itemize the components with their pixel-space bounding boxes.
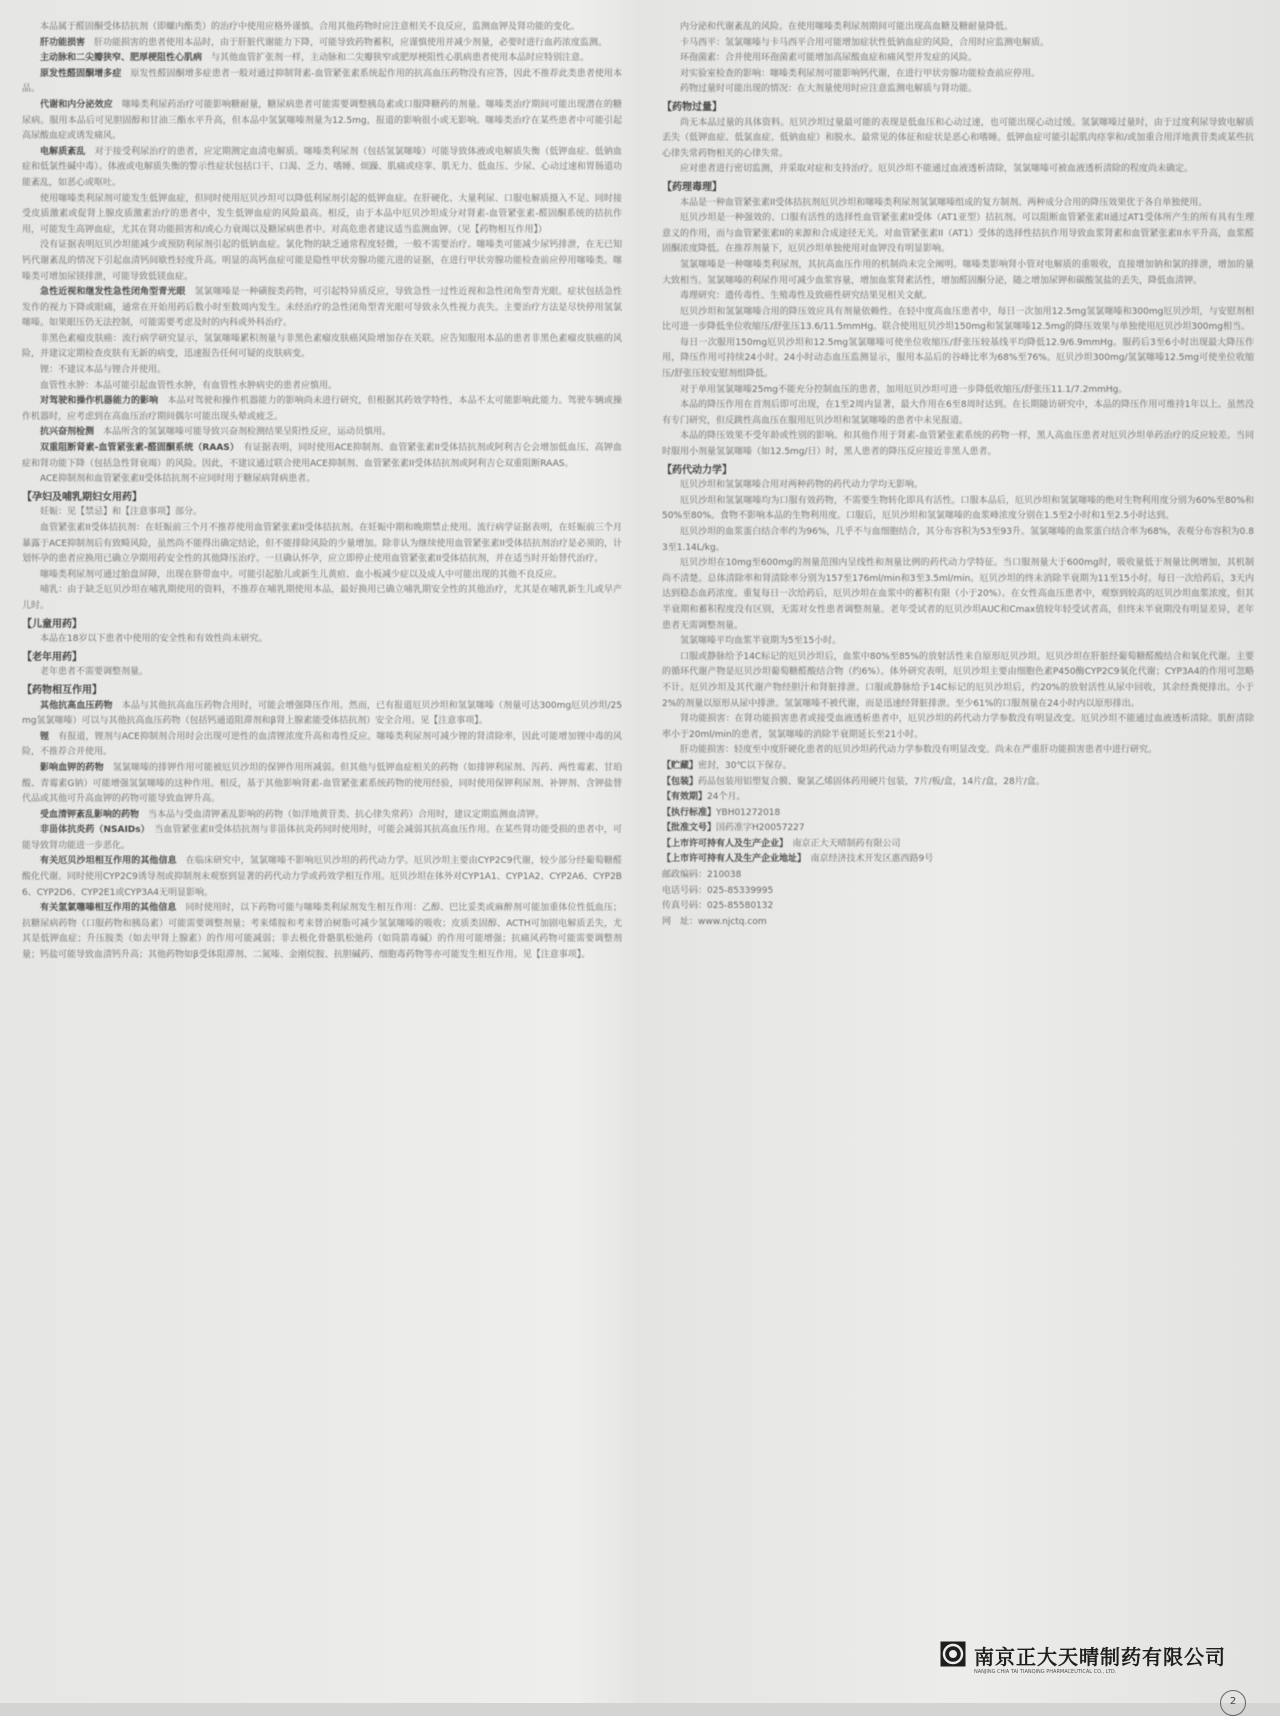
paragraph: 有证据表明，同时使用ACE抑制剂、血管紧张素II受体拮抗剂或阿利吉仑会增加低血压、高钾血症和肾功能下降（包括急性肾衰竭）的风险。因此，不建议通过联合使用ACE抑制剂、血管紧张素II受体拮抗剂或阿利吉仑双重阻断RAAS。 <box>22 443 622 469</box>
paragraph: 哺乳：由于缺乏厄贝沙坦在哺乳期使用的资料，不推荐在哺乳期使用本品，最好换用已确立哺乳期安全性的其他治疗，尤其是在哺乳新生儿或早产儿时。 <box>22 585 622 611</box>
paragraph: 应对患者进行密切监测，并采取对症和支持治疗。厄贝沙坦不能通过血液透析清除，氢氯噻嗪可被血液透析清除的程度尚未确定。 <box>680 164 1194 175</box>
section-heading: 【孕妇及哺乳期妇女用药】 <box>22 491 142 503</box>
paragraph: 肾功能损害：在肾功能损害患者或接受血液透析患者中，厄贝沙坦的药代动力学参数没有明显改变。厄贝沙坦不能通过血液透析清除。肌酐清除率小于20ml/min的患者，氢氯噻嗪的消除半衰期延长至21小时。 <box>662 714 1254 740</box>
paragraph: 妊娠：见【禁忌】和【注意事项】部分。 <box>40 507 203 518</box>
paragraph: 老年患者不需要调整剂量。 <box>40 667 149 678</box>
paragraph: ACE抑制剂和血管紧张素II受体拮抗剂不应同时用于糖尿病肾病患者。 <box>40 474 316 485</box>
paragraph: 使用噻嗪类利尿剂可能发生低钾血症，但同时使用厄贝沙坦可以降低利尿剂引起的低钾血症。在肝硬化、大量利尿、口服电解质摄入不足、同时接受皮质激素或促肾上腺皮质激素治疗的患者中，发生低钾血症的风险最高。相反，由于本品中厄贝沙坦成分对肾素-血管紧张素-醛固酮系统的拮抗作用，可能发生高钾血症，尤其在肾功能损害和/或心力衰竭以及糖尿病患者中。对高危患者建议适当监测血钾。（见【药物相互作用】） <box>22 193 622 235</box>
address-label: 【上市许可持有人及生产企业地址】 <box>662 854 802 865</box>
paragraph: 卡马西平：氢氯噻嗪与卡马西平合用可能增加症状性低钠血症的风险，合用时应监测电解质。 <box>680 37 1050 48</box>
paragraph: 毒理研究：遗传毒性、生殖毒性及致癌性研究结果见相关文献。 <box>680 291 933 302</box>
paragraph: 当本品与受血清钾紊乱影响的药物（如洋地黄苷类、抗心律失常药）合用时，建议定期监测血清钾。 <box>148 809 545 820</box>
zip-line: 邮政编码：210038 <box>662 870 742 881</box>
section-heading: 【药物相互作用】 <box>22 684 102 696</box>
tel-line: 电话号码：025-85339995 <box>662 885 774 896</box>
paragraph: 本品是一种血管紧张素II受体拮抗剂厄贝沙坦和噻嗪类利尿剂氢氯噻嗪组成的复方制剂。两种成分合用的降压效果优于各自单独使用。 <box>680 197 1208 208</box>
paragraph: 厄贝沙坦和氢氯噻嗪合用的降压效应具有剂量依赖性。在轻中度高血压患者中，每日一次加用12.5mg氢氯噻嗪和300mg厄贝沙坦，与安慰剂相比可进一步降低坐位收缩压/舒张压13.6/11.5mmHg。联合使用厄贝沙坦150mg和氢氯噻嗪12.5mg的降压效果与单独使用厄贝沙坦300mg相当。 <box>662 306 1254 333</box>
standard-value: YBH01272018 <box>716 807 781 818</box>
website-line: 网 址：www.njctq.com <box>662 916 767 927</box>
manufacturer-footer <box>940 1637 1260 1697</box>
paragraph: 每日一次服用150mg厄贝沙坦和12.5mg氢氯噻嗪可使坐位收缩压/舒张压较基线平均降低12.9/6.9mmHg。服药后3至6小时出现最大降压作用，降压作用可持续24小时。24小时动态血压监测显示，服用本品后的谷峰比率为68%至76%。厄贝沙坦300mg/氢氯噻嗪12.5mg可使坐位收缩压/舒张压较安慰剂组降低。 <box>662 337 1254 380</box>
subheading: 对驾驶和操作机器能力的影响 <box>40 396 159 407</box>
paragraph: 氢氯噻嗪的排钾作用可能被厄贝沙坦的保钾作用所减弱。但其他与低钾血症相关的药物（如排钾利尿剂、泻药、两性霉素、甘珀酸、青霉素G钠）可能增强氢氯噻嗪的这种作用。相反，基于其他影响肾素-血管紧张素系统药物的使用经验，同时使用保钾利尿剂、补钾剂、含钾盐替代品或其他可升高血钾的药物可能导致血钾升高。 <box>22 762 622 805</box>
paragraph: 本品的降压作用在首剂后即可出现，在1至2周内显著，最大作用在6至8周时达到。在长期随访研究中，本品的降压作用可维持1年以上。虽然没有专门研究，但反跳性高血压在服用厄贝沙坦和氢氯噻嗪的患者中未见报道。 <box>662 400 1254 426</box>
paragraph: 氢氯噻嗪是一种噻嗪类利尿剂，其抗高血压作用的机制尚未完全阐明。噻嗪类影响肾小管对电解质的重吸收，直接增加钠和氯的排泄，增加的量大致相当。氢氯噻嗪的利尿作用可减少血浆容量，增加血浆肾素活性，增加醛固酮分泌，随之增加尿钾和碳酸氢盐的丢失，降低血清钾。 <box>662 259 1254 286</box>
paragraph: 对于接受利尿治疗的患者，应定期测定血清电解质。噻嗪类利尿剂（包括氢氯噻嗪）可能导致体液或电解质失衡（低钾血症、低钠血症和低氯性碱中毒）。体液或电解质失衡的警示性症状包括口干、口渴、乏力、嗜睡、烦躁、肌痛或痉挛、肌无力、低血压、少尿、心动过速和胃肠道功能紊乱，如恶心或呕吐。 <box>22 146 622 188</box>
paragraph: 同时使用时，以下药物可能与噻嗪类利尿剂发生相互作用：乙醇、巴比妥类或麻醉剂可能加重体位性低血压；抗糖尿病药物（口服药物和胰岛素）可能需要调整剂量；考来烯胺和考来替泊树脂可减少氢氯噻嗪的吸收；皮质类固醇、ACTH可加剧电解质丢失，尤其是低钾血症；升压胺类（如去甲肾上腺素）的作用可能减弱；非去极化骨骼肌松弛药（如筒箭毒碱）的作用可能增强；抗痛风药物可能需要调整剂量；钙盐可能导致血清钙升高；其他药物如β受体阻滞剂、二氮嗪、金刚烷胺、抗胆碱药、细胞毒药物等亦可能发生相互作用。见【注意事项】。 <box>22 903 622 961</box>
paragraph: 氢氯噻嗪是一种磺胺类药物，可引起特异质反应，导致急性一过性近视和急性闭角型青光眼。症状包括急性发作的视力下降或眼痛，通常在开始用药后数小时至数周内发生。未经治疗的急性闭角型青光眼可导致永久性视力丧失。主要治疗方法是尽快停用氢氯噻嗪。如果眼压仍无法控制，可能需要考虑及时的内科或外科治疗。 <box>22 287 622 329</box>
validity-label: 【有效期】 <box>662 792 708 803</box>
mah-value: 南京正大天晴制药有限公司 <box>792 838 901 849</box>
paragraph: 在临床研究中，氢氯噻嗪不影响厄贝沙坦的药代动力学。厄贝沙坦主要由CYP2C9代谢，较少部分经葡萄糖醛酸化代谢。同时使用CYP2C9诱导剂或抑制剂未观察到显著的药代动力学或药效学相互作用。厄贝沙坦在体外对CYP1A1、CYP1A2、CYP2A6、CYP2B6、CYP2D6、CYP2E1或CYP3A4无明显影响。 <box>22 856 622 898</box>
subheading: 有关氢氯噻嗪相互作用的其他信息 <box>40 903 177 914</box>
section-heading: 【儿童用药】 <box>22 618 82 630</box>
company-name: 南京正大天晴制药有限公司 <box>974 1645 1226 1669</box>
subheading: 影响血钾的药物 <box>40 762 104 773</box>
paragraph: 本品属于醛固酮受体拮抗剂（即螺内酯类）的治疗中使用应格外谨慎。合用其他药物时应注意相关不良反应，监测血钾及肾功能的变化。 <box>40 22 581 32</box>
paragraph: 血管紧张素II受体拮抗剂：在妊娠前三个月不推荐使用血管紧张素II受体拮抗剂。在妊娠中期和晚期禁止使用。流行病学证据表明，在妊娠前三个月暴露于ACE抑制剂后有致畸风险，虽然尚不能得出确定结论，但不能排除风险的少量增加。除非认为继续使用血管紧张素II受体拮抗剂治疗是必须的，计划怀孕的患者应换用已确立孕期用药安全性的其他降压治疗。一旦确认怀孕，应立即停止使用血管紧张素II受体拮抗剂，并在适当时开始替代治疗。 <box>22 523 622 565</box>
paragraph: 非黑色素瘤皮肤癌：流行病学研究显示，氢氯噻嗪累积剂量与非黑色素瘤皮肤癌风险增加存在关联。应告知服用本品的患者非黑色素瘤皮肤癌的风险，并建议定期检查皮肤有无新的病变，迅速报告任何可疑的皮肤病变。 <box>22 333 622 360</box>
mah-label: 【上市许可持有人及生产企业】 <box>662 838 784 849</box>
paragraph: 血管性水肿：本品可能引起血管性水肿，有血管性水肿病史的患者应慎用。 <box>40 380 338 391</box>
section-heading: 【药理毒理】 <box>662 181 722 193</box>
paragraph: 厄贝沙坦是一种强效的、口服有活性的选择性血管紧张素II受体（AT1亚型）拮抗剂。可以阻断血管紧张素II通过AT1受体所产生的所有具有生理意义的作用，而与血管紧张素II的来源和合成途径无关。对血管紧张素II（AT1）受体的选择性拮抗作用导致血浆肾素和血管紧张素II水平升高，血浆醛固酮浓度降低。在推荐剂量下，厄贝沙坦单独使用对血钾没有明显影响。 <box>662 213 1254 255</box>
paragraph: 肝功能损害的患者使用本品时，由于肝脏代谢能力下降，可能导致药物蓄积，应谨慎使用并减少剂量，必要时进行血药浓度监测。 <box>94 37 608 48</box>
paragraph: 本品的降压效果不受年龄或性别的影响。和其他作用于肾素-血管紧张素系统的药物一样，黑人高血压患者对厄贝沙坦单药治疗的反应较差。当同时服用小剂量氢氯噻嗪（如12.5mg/日）时，黑人患者的降压反应接近非黑人患者。 <box>662 431 1254 458</box>
section-heading: 【药代动力学】 <box>662 464 732 476</box>
subheading: 急性近视和继发性急性闭角型青光眼 <box>40 287 186 298</box>
subheading: 代谢和内分泌效应 <box>40 99 113 110</box>
right-column <box>662 20 1254 1610</box>
paragraph: 本品所含的氢氯噻嗪可能导致兴奋剂检测结果呈阳性反应，运动员慎用。 <box>103 427 392 438</box>
package-label: 【包装】 <box>662 776 699 787</box>
approval-label: 【批准文号】 <box>662 823 717 834</box>
subheading: 受血清钾紊乱影响的药物 <box>40 809 140 820</box>
subheading: 原发性醛固酮增多症 <box>40 68 122 79</box>
paragraph: 噻嗪类利尿药治疗可能影响糖耐量，糖尿病患者可能需要调整胰岛素或口服降糖药的剂量。噻嗪类治疗期间可能出现潜在的糖尿病。服用本品后可见胆固醇和甘油三酯水平升高，但本品中氢氯噻嗪剂量为12.5mg，报道的影响很小或无影响。噻嗪类治疗在某些患者中可能引起高尿酸血症或诱发痛风。 <box>22 99 622 142</box>
paragraph: 内分泌和代谢紊乱的风险。在使用噻嗪类利尿剂期间可能出现高血糖及糖耐量降低。 <box>680 22 1014 32</box>
paragraph: 厄贝沙坦和氢氯噻嗪均为口服有效药物，不需要生物转化即具有活性。口服本品后，厄贝沙坦和氢氯噻嗪的绝对生物利用度分别为60%至80%和50%至80%。食物不影响本品的生物利用度。口服后，厄贝沙坦和氢氯噻嗪的血浆峰浓度分别在1.5至2小时和1至2.5小时达到。 <box>662 495 1254 522</box>
paragraph: 肝功能损害：轻度至中度肝硬化患者的厄贝沙坦药代动力学参数没有明显改变。尚未在严重肝功能损害患者中进行研究。 <box>680 745 1158 756</box>
paragraph: 有报道，锂剂与ACE抑制剂合用时会出现可逆性的血清锂浓度升高和毒性反应。噻嗪类利尿剂可减少锂的肾清除率，因此可能增加锂中毒的风险，不推荐合并使用。 <box>22 731 622 758</box>
subheading: 电解质紊乱 <box>40 146 86 157</box>
paragraph: 噻嗪类利尿剂可通过胎盘屏障，出现在脐带血中。可能引起胎儿或新生儿黄疸、血小板减少症以及成人中可能出现的其他不良反应。 <box>40 569 563 580</box>
company-name-en: NANJING CHIA TAI TIANQING PHARMACEUTICAL CO., LTD. <box>974 1669 1117 1675</box>
paragraph: 厄贝沙坦和氢氯噻嗪合用对两种药物的药代动力学均无影响。 <box>680 480 924 491</box>
paragraph: 厄贝沙坦的血浆蛋白结合率约为96%，几乎不与血细胞结合，其分布容积为53至93升。氢氯噻嗪的血浆蛋白结合率为68%，表观分布容积为0.83至1.14L/kg。 <box>662 527 1254 553</box>
company-logo-icon <box>940 1641 966 1667</box>
paragraph: 口服或静脉给予14C标记的厄贝沙坦后，血浆中80%至85%的放射活性来自原形厄贝沙坦。厄贝沙坦在肝脏经葡萄糖醛酸结合和氧化代谢。主要的循环代谢产物是厄贝沙坦葡萄糖醛酸结合物（约6%）。体外研究表明，厄贝沙坦主要由细胞色素P450酶CYP2C9氧化代谢；CYP3A4的作用可忽略不计。厄贝沙坦及其代谢产物经胆汁和肾脏排泄。口服或静脉给予14C标记的厄贝沙坦后，约20%的放射活性从尿中回收，其余经粪便排出。小于2%的剂量以原形从尿中排泄。氢氯噻嗪不被代谢，而是迅速经肾脏排泄。至少61%的口服剂量在24小时内以原形排出。 <box>662 651 1254 709</box>
section-heading: 【药物过量】 <box>662 101 722 113</box>
paragraph: 环孢菌素：合并使用环孢菌素可能增加高尿酸血症和痛风型并发症的风险。 <box>680 53 978 64</box>
standard-label: 【执行标准】 <box>662 807 717 818</box>
storage-label: 【贮藏】 <box>662 760 699 771</box>
paragraph: 本品对驾驶和操作机器能力的影响尚未进行研究，但根据其药效学特性，本品不太可能影响此能力。驾驶车辆或操作机器时，应考虑到在高血压治疗期间偶尔可能出现头晕或疲乏。 <box>22 396 622 422</box>
subheading: 双重阻断肾素-血管紧张素-醛固酮系统（RAAS） <box>40 443 235 454</box>
paragraph: 没有证据表明厄贝沙坦能减少或预防利尿剂引起的低钠血症。氯化物的缺乏通常程度轻微，一般不需要治疗。噻嗪类可能减少尿钙排泄，在无已知钙代谢紊乱的情况下引起血清钙间歇性轻度升高。明显的高钙血症可能是隐性甲状旁腺功能亢进的证据，在进行甲状旁腺功能检查前应停用噻嗪类。噻嗪类可增加尿镁排泄，可能导致低镁血症。 <box>22 240 622 282</box>
approval-value: 国药准字H20057227 <box>716 823 805 834</box>
section-heading: 【老年用药】 <box>22 651 82 663</box>
paragraph: 氢氯噻嗪平均血浆半衰期为5至15小时。 <box>680 636 842 647</box>
paragraph: 对实验室检查的影响：噻嗪类利尿剂可能影响钙代谢，在进行甲状旁腺功能检查前应停用。 <box>680 68 1041 79</box>
paragraph: 与其他血管扩张剂一样，主动脉和二尖瓣狭窄或肥厚梗阻性心肌病患者使用本品时应特别注意。 <box>211 53 590 64</box>
paragraph: 药物过量时可能出现的情况：在大剂量使用时应注意监测电解质与肾功能。 <box>680 84 978 95</box>
package-value: 药品包装用铝塑复合膜、聚氯乙烯固体药用硬片包装，7片/板/盒，14片/盒，28片/盒。 <box>698 776 1045 787</box>
left-column <box>22 20 622 1685</box>
validity-value: 24个月。 <box>707 792 746 803</box>
paragraph: 本品在18岁以下患者中使用的安全性和有效性尚未研究。 <box>40 634 268 645</box>
storage-value: 密封，30℃以下保存。 <box>698 760 792 771</box>
paragraph: 锂：不建议本品与锂合并使用。 <box>40 365 167 376</box>
subheading: 肝功能损害 <box>40 37 86 48</box>
fax-line: 传真号码：025-85580132 <box>662 901 774 912</box>
subheading: 非甾体抗炎药（NSAIDs） <box>40 825 146 836</box>
page-number: 2 <box>1220 1690 1246 1716</box>
paragraph: 当血管紧张素II受体拮抗剂与非甾体抗炎药同时使用时，可能会减弱其抗高血压作用。在某些肾功能受损的患者中，可能导致肾功能进一步恶化。 <box>22 825 622 851</box>
subheading: 主动脉和二尖瓣狭窄、肥厚梗阻性心肌病 <box>40 53 203 64</box>
subheading: 有关厄贝沙坦相互作用的其他信息 <box>40 856 177 867</box>
paragraph: 厄贝沙坦在10mg至600mg的剂量范围内呈线性和剂量比例的药代动力学特征。当口服剂量大于600mg时，吸收量低于剂量比例增加，其机制尚不清楚。总体清除率和肾清除率分别为157至176ml/min和3至3.5ml/min。厄贝沙坦的终末消除半衰期为11至15小时。每日一次给药后，3天内达到稳态血药浓度。重复每日一次给药后，厄贝沙坦在血浆中的蓄积有限（小于20%）。在女性高血压患者中，观察到较高的厄贝沙坦血浆浓度，但其半衰期和蓄积程度没有区别，无需对女性患者调整剂量。老年受试者的厄贝沙坦AUC和Cmax值较年轻受试者高，但终末半衰期没有明显差异，老年患者无需调整剂量。 <box>662 558 1254 631</box>
address-value: 南京经济技术开发区惠西路9号 <box>810 854 934 865</box>
subheading: 其他抗高血压药物 <box>40 700 113 711</box>
subheading: 锂 <box>40 731 50 742</box>
paragraph: 本品与其他抗高血压药物合用时，可能会增强降压作用。然而，已有报道厄贝沙坦和氢氯噻嗪（剂量可达300mg厄贝沙坦/25mg氢氯噻嗪）可以与其他抗高血压药物（包括钙通道阻滞剂和β肾上腺素能受体拮抗剂）安全合用。见【注意事项】。 <box>22 700 622 727</box>
paragraph: 尚无本品过量的具体资料。厄贝沙坦过量最可能的表现是低血压和心动过速，也可能出现心动过缓。氢氯噻嗪过量时，由于过度利尿导致电解质丢失（低钾血症、低氯血症、低钠血症）和脱水。最常见的体征和症状是恶心和嗜睡。低钾血症可能引起肌肉痉挛和/或加重合用洋地黄苷类或某些抗心律失常药物相关的心律失常。 <box>662 117 1254 159</box>
paragraph: 对于单用氢氯噻嗪25mg不能充分控制血压的患者，加用厄贝沙坦可进一步降低收缩压/舒张压11.1/7.2mmHg。 <box>680 384 1128 395</box>
subheading: 抗兴奋剂检测 <box>40 427 95 438</box>
paragraph: 原发性醛固酮增多症患者一般对通过抑制肾素-血管紧张素系统起作用的抗高血压药物没有应答，因此不推荐此类患者使用本品。 <box>22 68 622 95</box>
